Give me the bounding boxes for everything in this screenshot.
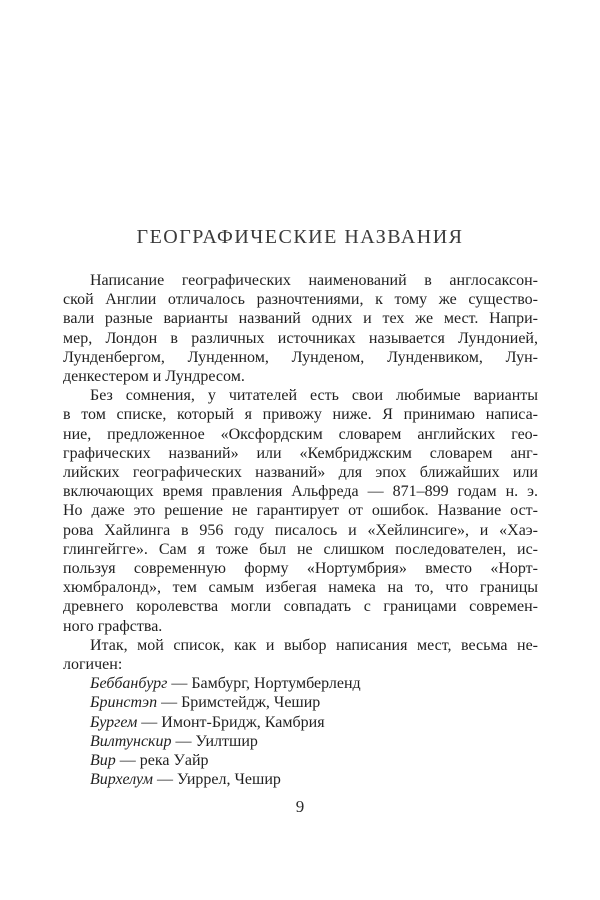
page-number: 9 [295,797,305,816]
glossary-entry [63,674,538,693]
glossary-term: Вир [90,752,116,770]
glossary-definition: Уиррел, Чешир [176,771,281,789]
dash-separator: — [175,732,192,750]
glossary-definition: Уилтшир [195,732,258,750]
text-line: Написание географических наименований в англосаксон- [90,272,538,289]
text-line: денкестером и Лундресом. [63,368,245,386]
dash-separator: — [141,713,158,731]
text-line: графических названий» или «Кембриджским словарем анг- [63,444,538,462]
glossary-term: Вилтунскир [90,732,172,750]
glossary-term: Бринстэп [90,694,158,712]
text-line: древнего королевства могли совпадать с границами современ- [63,598,538,616]
chapter-title: ГЕОГРАФИЧЕСКИЕ НАЗВАНИЯ [136,226,464,248]
text-line: мер, Лондон в различных источниках называется Лундонией, [63,329,538,347]
text-line: логичен: [63,656,123,674]
text-line: глингейгге». Сам я тоже был не слишком последователен, ис- [63,540,538,558]
text-line: вали разные варианты названий одних и тех же мест. Напри- [63,310,538,328]
text-line: хюмбралонд», тем самым избегая намека на то, что границы [63,579,538,597]
glossary-entry [63,713,538,732]
text-line: ного графства. [63,617,163,635]
text-line: в том списке, который я привожу ниже. Я принимаю написа- [63,406,538,424]
glossary-definition: Имонт-Бридж, Камбрия [161,713,325,731]
glossary-definition: Бамбург, Нортумберленд [191,675,361,693]
text-line: лийских географических названий» для эпох ближайших или [63,464,538,482]
text-line: ской Англии отличалось разночтениями, к тому же существо- [63,291,538,309]
text-line: Без сомнения, у читателей есть свои любимые варианты [90,387,538,405]
text-line: пользуя современную форму «Нортумбрия» вместо «Норт- [63,560,538,578]
glossary-entry [63,751,538,770]
glossary-definition: Бримстейдж, Чешир [181,694,321,712]
text-line: Лунденбергом, Лунденном, Лунденом, Лунденвиком, Лун- [63,348,538,366]
glossary-entry [63,732,538,751]
glossary-entry [63,770,538,789]
glossary-definition: река Уайр [139,752,209,770]
glossary-term: Беббанбург [90,675,168,693]
text-line: рова Хайлинга в 956 году писалось и «Хейлинсиге», и «Хаэ- [63,521,538,539]
text-line: включающих время правления Альфреда — 871–899 годам н. э. [63,483,538,501]
dash-separator: — [161,694,178,712]
text-line: ние, предложенное «Оксфордским словарем английских гео- [63,425,538,443]
glossary-entry [63,693,538,712]
text-line: Но даже это решение не гарантирует от ошибок. Название ост- [63,502,538,520]
dash-separator: — [156,771,173,789]
body-text [63,271,538,789]
text-line: Итак, мой список, как и выбор написания мест, весьма не- [90,636,538,654]
dash-separator: — [171,675,188,693]
glossary-term: Бургем [90,713,138,731]
dash-separator: — [119,752,136,770]
glossary-term: Вирхелум [90,771,153,789]
